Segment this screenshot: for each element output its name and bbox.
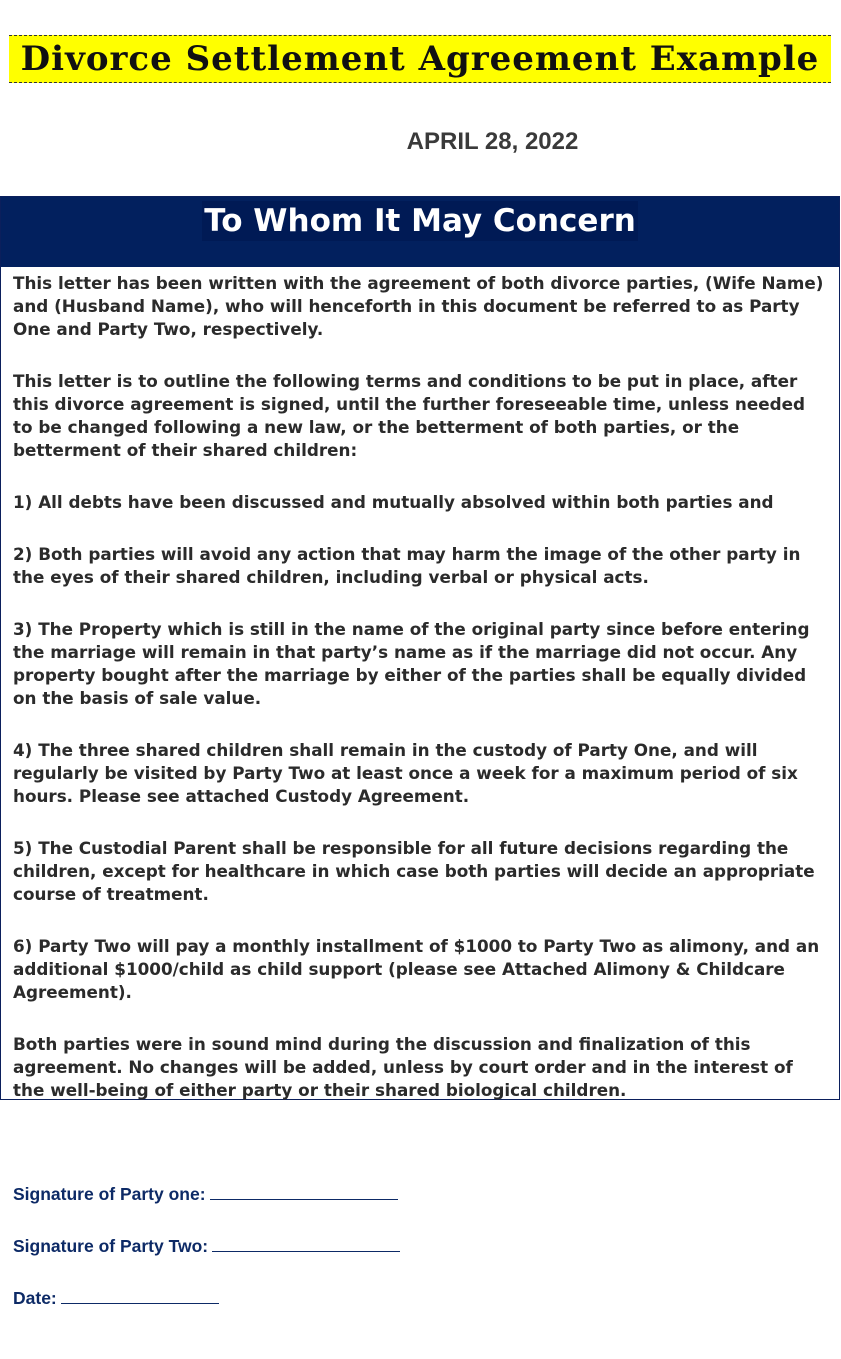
signature-date-field[interactable] [61,1289,219,1304]
term-item-5: 5) The Custodial Parent shall be responsible for all future decisions regarding the children, except for healthcare in which case both parties will decide an appropriate course of treatment. [13,838,815,904]
paragraph-intro: This letter has been written with the agreement of both divorce parties, (Wife Name) and (Husband Name), who will henceforth in this document be referred to as Party One and Party Two, respectively. [13,273,824,339]
paragraph-terms-outline: This letter is to outline the following terms and conditions to be put in place, after this divorce agreement is signed, until the further foreseeable time, unless needed to be changed following a new law, or the betterment of both parties, or the betterment of their shared children: [13,371,805,460]
signature-party-two-label: Signature of Party Two: [13,1236,209,1256]
signature-party-one-label: Signature of Party one: [13,1184,206,1204]
term-item-1: 1) All debts have been discussed and mutually absolved within both parties and [13,492,774,512]
term-item-6: 6) Party Two will pay a monthly installment of $1000 to Party Two as alimony, and an additional $1000/child as child support (please see Attached Alimony & Childcare Agreement). [13,936,820,1002]
letter-box [0,196,840,1100]
document-title-bar [9,35,831,83]
signature-party-one [13,1182,400,1234]
letter-header [1,197,839,267]
document-date: APRIL 28, 2022 [406,128,579,155]
signature-block [13,1182,400,1338]
document-title: Divorce Settlement Agreement Example [20,39,820,79]
signature-party-two-field[interactable] [212,1237,400,1252]
paragraph-closing: Both parties were in sound mind during the discussion and finalization of this agreement. No changes will be added, unless by court order and in the interest of the well-being of either party or their shared biological children. [13,1034,793,1100]
signature-date [13,1286,400,1338]
letter-salutation: To Whom It May Concern [204,203,636,239]
term-item-3: 3) The Property which is still in the name of the original party since before entering the marriage will remain in that party’s name as if the marriage did not occur. Any property bought after the marriage by either of the parties shall be equally divided on the basis of sale value. [13,619,810,708]
term-item-4: 4) The three shared children shall remain in the custody of Party One, and will regularly be visited by Party Two at least once a week for a maximum period of six hours. Please see attached Custody Agreement. [13,740,798,806]
signature-party-two [13,1234,400,1286]
term-item-2: 2) Both parties will avoid any action that may harm the image of the other party in the eyes of their shared children, including verbal or physical acts. [13,544,801,587]
signature-party-one-field[interactable] [210,1185,398,1200]
signature-date-label: Date: [13,1288,57,1308]
letter-body [1,267,839,1102]
